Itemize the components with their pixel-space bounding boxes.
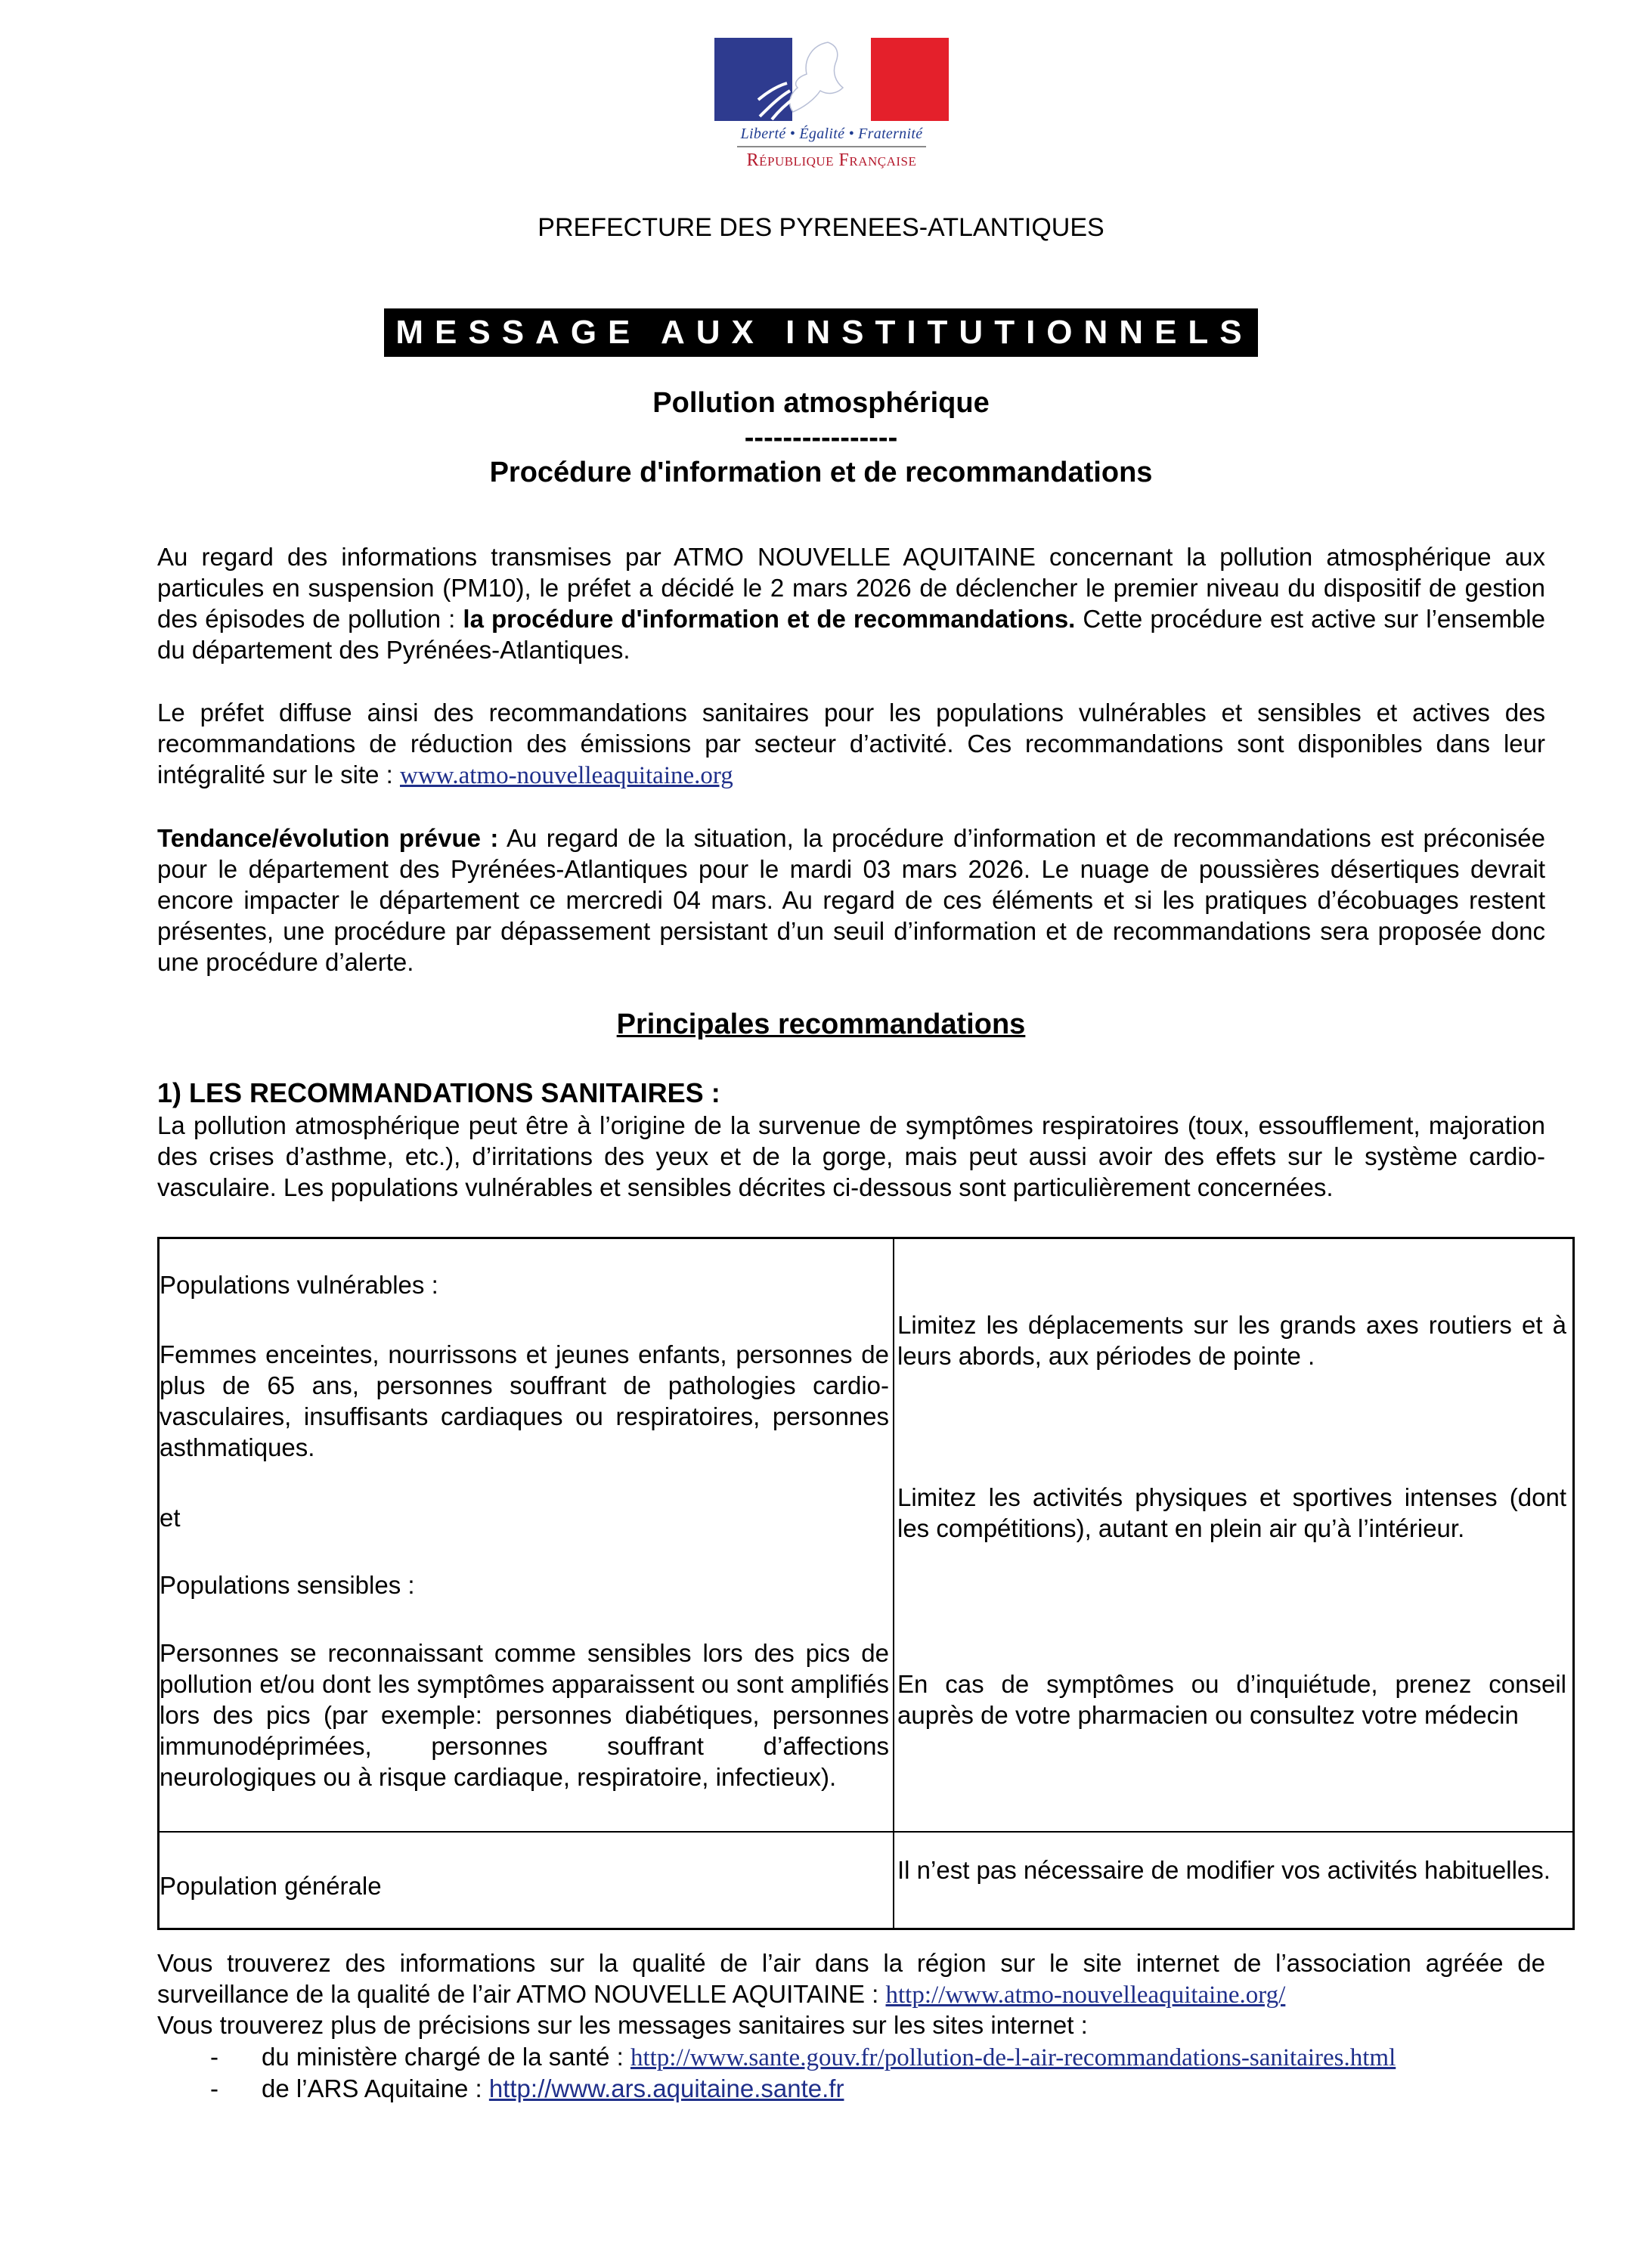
procedure-title: Procédure d'information et de recommandations xyxy=(489,457,1153,488)
message-banner: MESSAGE AUX INSTITUTIONNELS xyxy=(384,308,1257,357)
general-population-recommendation: Il n’est pas nécessaire de modifier vos activités habituelles. xyxy=(897,1856,1551,1884)
trend-label: Tendance/évolution prévue : xyxy=(157,824,499,852)
recommendations-text: Le préfet diffuse ainsi des recommandations sanitaires pour les populations vulnérables et sensibles et actives des recommandations de réduction des émissions par secteur d’activité. Ces recommandations sont disponibles dans leur intégralité sur le site : xyxy=(157,699,1545,789)
atmo-link[interactable]: www.atmo-nouvelleaquitaine.org xyxy=(399,762,733,789)
trend-text: Au regard de la situation, la procédure d’information et de recommandations est préconisée pour le département des Pyrénées-Atlantiques pour le mardi 03 mars 2026. Le nuage de poussières désertiques devrait encore impacter le département ce mercredi 04 mars. Au regard de ces éléments et si les pratiques d’écobuages restent présentes, une procédure par dépassement persistant d’un seuil d’information et de recommandations sera proposée donc une procédure d’alerte. xyxy=(157,824,1545,976)
vulnerable-label: Populations vulnérables : xyxy=(160,1271,438,1299)
topic-separator: ---------------- xyxy=(744,422,898,454)
logo-divider xyxy=(737,146,926,147)
republic-name: République Française xyxy=(746,150,917,170)
more-info-text: Vous trouverez plus de précisions sur les messages sanitaires sur les sites internet : xyxy=(157,2011,1088,2039)
general-population-label: Population générale xyxy=(160,1872,382,1900)
sanitary-paragraph: La pollution atmosphérique peut être à l’origine de la survenue de symptômes respiratoires (toux, essoufflement, majoration des crises d’asthme, etc.), d’irritations des yeux et de la gorge, mais peut aussi avoir des effets sur le système cardio-vasculaire. Les populations vulnérables et sensibles décrites ci-dessous sont particulièrement concernées. xyxy=(157,1111,1545,1201)
ministry-text: du ministère chargé de la santé : xyxy=(262,2043,630,2071)
air-quality-info-text: Vous trouverez des informations sur la qualité de l’air dans la région sur le site internet de l’association agréée de surveillance de la qualité de l’air ATMO NOUVELLE AQUITAINE : xyxy=(157,1949,1545,2008)
intro-procedure-bold: la procédure d'information et de recommandations. xyxy=(463,605,1076,633)
republique-francaise-logo xyxy=(714,38,949,178)
recommendations-paragraph xyxy=(157,697,1545,792)
and-label: et xyxy=(160,1504,181,1532)
banner-wrapper xyxy=(0,308,1642,357)
intro-paragraph xyxy=(157,541,1545,665)
vulnerable-description: Femmes enceintes, nourrissons et jeunes enfants, personnes de plus de 65 ans, personnes souffrant de pathologies cardio-vasculaires, insuffisants cardiaques ou respiratoires, personnes asthmatiques. xyxy=(160,1340,889,1461)
list-item-ministry xyxy=(157,2041,1396,2074)
recommendations-heading: Principales recommandations xyxy=(616,1009,1026,1040)
recommendation-travel: Limitez les déplacements sur les grands axes routiers et à leurs abords, aux périodes de pointe . xyxy=(897,1311,1566,1370)
sensitive-description: Personnes se reconnaissant comme sensibles lors des pics de pollution et/ou dont les symptômes apparaissent ou sont amplifiés lors des pics (par exemple: personnes diabétiques, personnes immunodéprimées, personnes souffrant d’affections neurologiques ou à risque cardiaque, respiratoire, infectieux). xyxy=(160,1639,889,1791)
prefecture-title: PREFECTURE DES PYRENEES-ATLANTIQUES xyxy=(538,213,1104,242)
table-column-divider xyxy=(893,1239,894,1928)
recommendation-activity: Limitez les activités physiques et sportives intenses (dont les compétitions), autant en plein air qu’à l’intérieur. xyxy=(897,1483,1566,1542)
intro-text-a: Au regard des informations transmises par ATMO NOUVELLE AQUITAINE concernant la pollution atmosphérique aux particules en suspension (PM10), le préfet a décidé le 2 mars 2026 de déclencher le premier niveau du dispositif de gestion des épisodes de pollution : xyxy=(157,543,1545,633)
marianne-emblem-icon xyxy=(714,38,949,121)
trend-paragraph xyxy=(157,823,1545,978)
republic-motto: Liberté • Égalité • Fraternité xyxy=(740,125,923,142)
ministry-link[interactable]: http://www.sante.gouv.fr/pollution-de-l-air-recommandations-sanitaires.html xyxy=(630,2044,1396,2071)
sanitary-section-title: 1) LES RECOMMANDATIONS SANITAIRES : xyxy=(157,1077,720,1108)
list-dash: - xyxy=(210,2074,218,2102)
atmo-site-link[interactable]: http://www.atmo-nouvelleaquitaine.org/ xyxy=(885,1981,1286,2009)
list-dash: - xyxy=(210,2043,218,2071)
ars-link[interactable]: http://www.ars.aquitaine.sante.fr xyxy=(488,2074,844,2102)
table-row-divider xyxy=(160,1831,1572,1833)
list-item-ars xyxy=(157,2073,844,2104)
recommendations-table xyxy=(157,1237,1575,1930)
recommendation-symptoms: En cas de symptômes ou d’inquiétude, prenez conseil auprès de votre pharmacien ou consultez votre médecin xyxy=(897,1670,1566,1729)
sensitive-label: Populations sensibles : xyxy=(160,1571,415,1599)
topic-title: Pollution atmosphérique xyxy=(652,387,990,419)
intro-text-b: Cette procédure est active sur l’ensemble du département des Pyrénées-Atlantiques. xyxy=(157,605,1545,664)
ars-text: de l’ARS Aquitaine : xyxy=(262,2074,489,2102)
air-quality-info-paragraph xyxy=(157,1947,1545,2011)
